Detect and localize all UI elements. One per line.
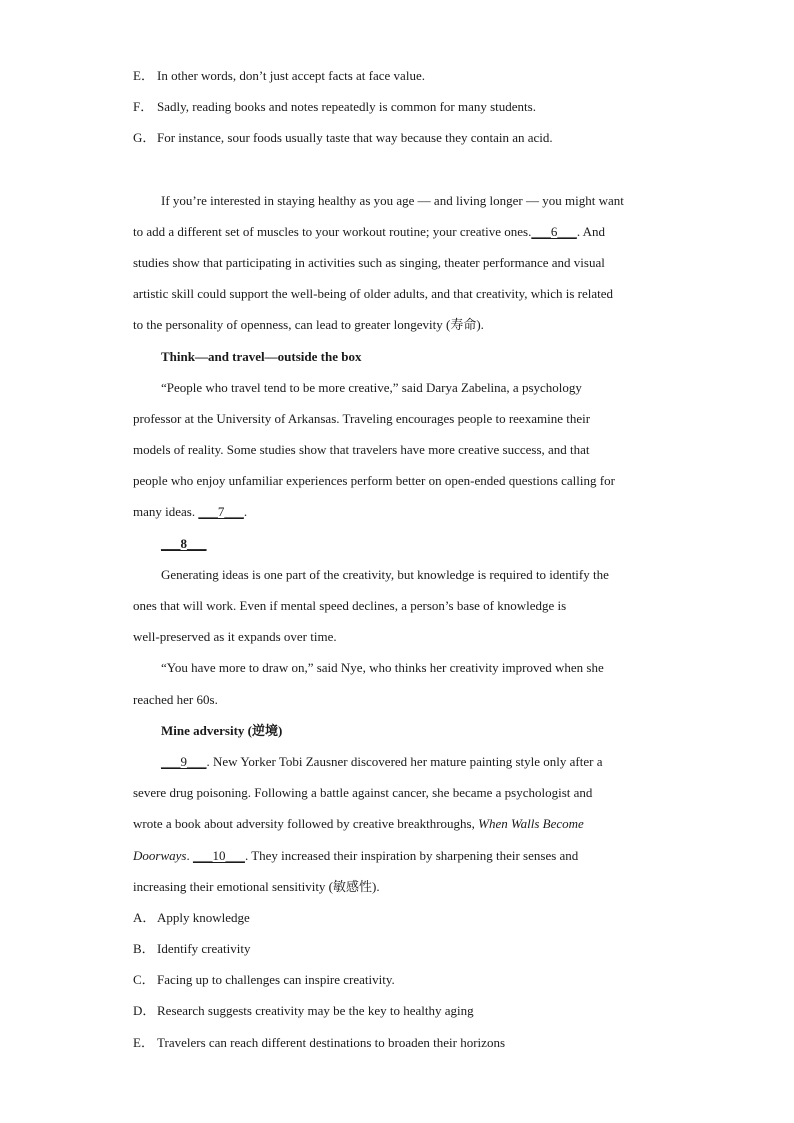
document-page [133,60,663,1058]
option-text: Apply knowledge [157,909,250,925]
option-letter: E． [133,1034,154,1050]
paragraph-line: “You have more to draw on,” said Nye, who thinks her creativity improved when she [161,660,604,676]
paragraph-line: wrote a book about adversity followed by creative breakthroughs, When Walls Become [133,816,584,832]
paragraph-line: “People who travel tend to be more creative,” said Darya Zabelina, a psychology [161,379,582,395]
book-title: Doorways [133,847,187,863]
option-c [133,964,663,995]
blank-7[interactable]: ___7___ [198,504,244,520]
option-letter: A． [133,909,156,925]
option-text: In other words, don’t just accept facts at face value. [157,68,425,83]
paragraph-line: to the personality of openness, can lead to greater longevity (寿命). [133,317,484,333]
paragraph-line: Doorways. ___10___. They increased their inspiration by sharpening their senses and [133,840,663,871]
paragraph-line [133,528,663,559]
section-heading: Mine adversity (逆境) [161,722,283,738]
blank-10[interactable]: ___10___ [192,847,245,863]
paragraph-line: If you’re interested in staying healthy as you age — and living longer — you might want [161,192,624,208]
blank-9[interactable]: ___9___ [161,753,207,769]
paragraph-line: studies show that participating in activities such as singing, theater performance and visual [133,254,605,270]
option-text: Travelers can reach different destinations to broaden their horizons [157,1034,505,1050]
paragraph-line: artistic skill could support the well-being of older adults, and that creativity, which is related [133,286,614,302]
option-b [133,933,663,964]
option-text: Research suggests creativity may be the key to healthy aging [157,1003,474,1019]
paragraph-line: models of reality. Some studies show that travelers have more creative success, and that [133,442,590,458]
paragraph-line: reached her 60s. [133,691,218,707]
blank-6[interactable]: ___6___ [531,223,577,239]
paragraph-line: well-preserved as it expands over time. [133,629,337,645]
section-heading: Think—and travel—outside the box [161,348,362,364]
option-d [133,995,663,1026]
blank-8[interactable]: ___8___ [161,535,207,551]
paragraph-line: professor at the University of Arkansas. Traveling encourages people to reexamine their [133,410,591,426]
option-text: Identify creativity [157,941,251,957]
option-letter: G． [133,130,156,146]
option-letter: C． [133,972,155,988]
option-letter: B． [133,941,155,957]
paragraph-line: increasing their emotional sensitivity (敏感性). [133,878,380,894]
option-e [133,1027,663,1058]
option-e-top [133,60,663,91]
paragraph-line: severe drug poisoning. Following a battle against cancer, she became a psychologist and [133,785,593,801]
option-text: Facing up to challenges can inspire creativity. [157,972,395,988]
paragraph-line: Generating ideas is one part of the creativity, but knowledge is required to identify the [161,566,609,582]
paragraph-line: many ideas. ___7___. [133,496,663,527]
paragraph-line: ___9___. New Yorker Tobi Zausner discovered her mature painting style only after a [133,746,663,777]
option-letter: E． [133,68,154,83]
option-text: Sadly, reading books and notes repeatedly is common for many students. [157,99,536,115]
paragraph-line: people who enjoy unfamiliar experiences perform better on open-ended questions calling for [133,473,615,489]
option-letter: F． [133,99,154,115]
paragraph-line: ones that will work. Even if mental speed declines, a person’s base of knowledge is [133,598,567,613]
option-text: For instance, sour foods usually taste that way because they contain an acid. [157,130,553,146]
option-letter: D． [133,1003,156,1019]
book-title: When Walls Become [478,816,584,832]
section-gap [133,154,663,185]
option-a [133,902,663,933]
option-f-top [133,91,663,122]
paragraph-line: to add a different set of muscles to your workout routine; your creative ones.___6___. And [133,216,663,247]
option-g-top [133,122,663,153]
